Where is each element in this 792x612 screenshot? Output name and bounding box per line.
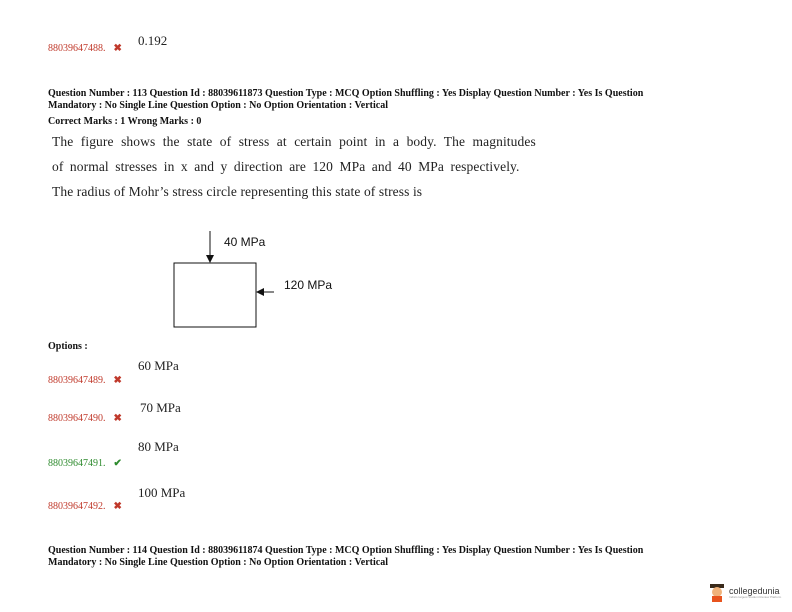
option-3-row — [48, 453, 122, 471]
logo-tagline: India's largest Student Review Platform — [729, 595, 782, 599]
prev-option-value: 0.192 — [138, 33, 168, 48]
cross-icon: ✖ — [113, 413, 122, 424]
prev-option-row — [48, 38, 122, 56]
cross-icon: ✖ — [113, 43, 122, 54]
question-marks: Correct Marks : 1 Wrong Marks : 0 — [48, 116, 202, 127]
option-4-text: 100 MPa — [138, 485, 186, 500]
question-text-line-3: The radius of Mohr’s stress circle representing this state of stress is — [52, 184, 423, 199]
logo-name: collegedunia — [729, 586, 780, 596]
question-meta-line-1: Question Number : 113 Question Id : 88039611873 Question Type : MCQ Option Shuffling : Yes Display Question Number : Yes Is Question — [48, 88, 644, 99]
options-heading: Options : — [48, 341, 88, 352]
option-1-text: 60 MPa — [138, 358, 179, 373]
cross-icon: ✖ — [113, 375, 122, 386]
option-2-id: 88039647490. — [48, 413, 106, 424]
question-text-line-1: The figure shows the state of stress at certain point in a body. The magnitudes — [52, 134, 536, 149]
check-icon: ✔ — [113, 458, 122, 469]
collegedunia-logo — [708, 583, 781, 603]
cross-icon: ✖ — [113, 501, 122, 512]
next-question-meta-line-2: Mandatory : No Single Line Question Option : No Option Orientation : Vertical — [48, 557, 389, 568]
option-2-row — [48, 408, 122, 426]
option-1-id: 88039647489. — [48, 375, 106, 386]
stress-figure — [165, 225, 395, 335]
prev-option-id: 88039647488. — [48, 43, 106, 54]
option-3-id: 88039647491. — [48, 458, 106, 469]
question-text-line-2: of normal stresses in x and y direction are 120 MPa and 40 MPa respectively. — [52, 159, 520, 174]
stress-label-x: 120 MPa — [284, 278, 333, 292]
option-2-text: 70 MPa — [140, 400, 181, 415]
option-1-row — [48, 370, 122, 388]
question-meta-line-2: Mandatory : No Single Line Question Option : No Option Orientation : Vertical — [48, 100, 389, 111]
next-question-meta-line-1: Question Number : 114 Question Id : 88039611874 Question Type : MCQ Option Shuffling : Yes Display Question Number : Yes Is Question — [48, 545, 644, 556]
option-4-row — [48, 496, 122, 514]
option-4-id: 88039647492. — [48, 501, 106, 512]
student-mascot-icon — [708, 583, 726, 603]
option-3-text: 80 MPa — [138, 439, 179, 454]
stress-element-box — [174, 263, 256, 327]
stress-label-y: 40 MPa — [224, 235, 266, 249]
